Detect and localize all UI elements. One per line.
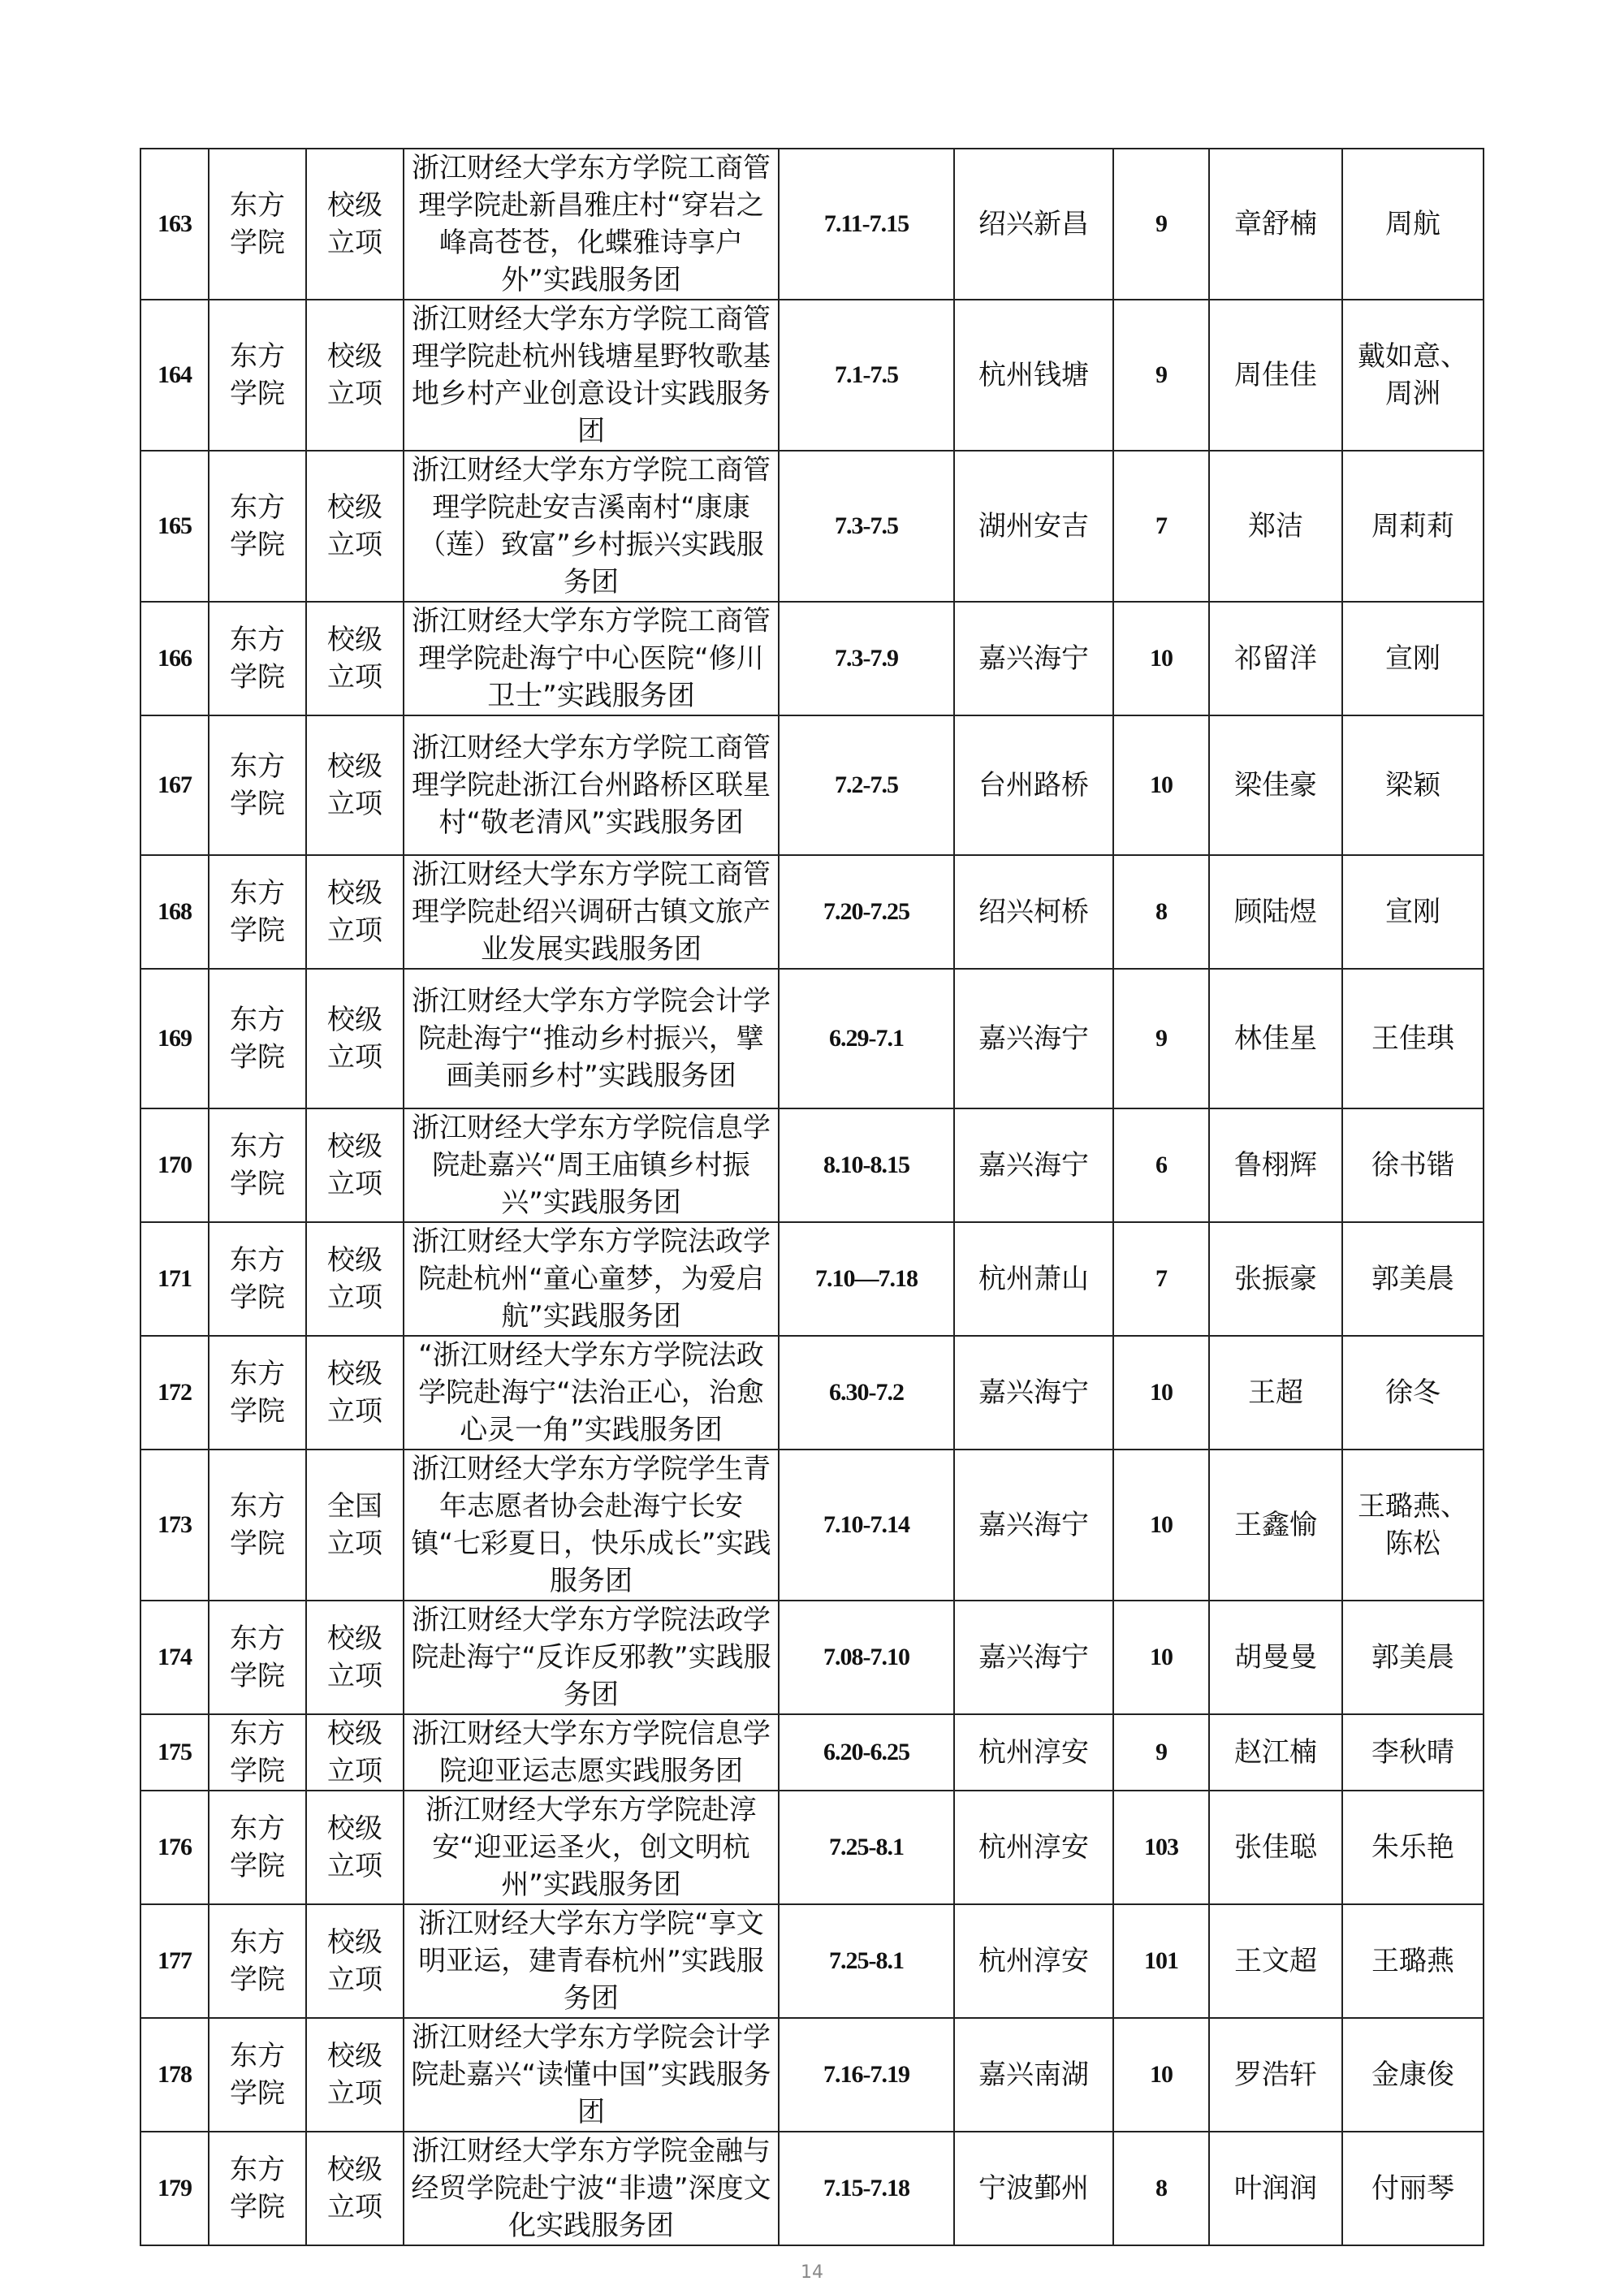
date-cell: 7.11-7.15: [779, 149, 954, 300]
school-cell: 东方 学院: [209, 1108, 306, 1222]
member-count-cell: 10: [1113, 1601, 1209, 1714]
location-cell: 嘉兴海宁: [954, 969, 1113, 1108]
table-row: [140, 300, 1484, 451]
row-number: 168: [140, 855, 209, 969]
level-cell: 校级 立项: [306, 1791, 404, 1904]
member-count-cell: 9: [1113, 300, 1209, 451]
school-cell: 东方 学院: [209, 1450, 306, 1601]
table-row: [140, 1450, 1484, 1601]
location-cell: 杭州淳安: [954, 1791, 1113, 1904]
member-count-cell: 9: [1113, 149, 1209, 300]
member-count-cell: 10: [1113, 602, 1209, 715]
date-cell: 7.25-8.1: [779, 1904, 954, 2018]
table-row: [140, 1904, 1484, 2018]
page-number: 14: [801, 2262, 823, 2283]
project-name-cell: “浙江财经大学东方学院法政学院赴海宁“法治正心，治愈心灵一角”实践服务团: [404, 1336, 779, 1450]
level-cell: 校级 立项: [306, 300, 404, 451]
member-count-cell: 8: [1113, 855, 1209, 969]
date-cell: 7.1-7.5: [779, 300, 954, 451]
member-count-cell: 10: [1113, 715, 1209, 855]
teacher-cell: 周莉莉: [1342, 451, 1484, 602]
teacher-cell: 郭美晨: [1342, 1222, 1484, 1336]
project-name-cell: 浙江财经大学东方学院“享文明亚运，建青春杭州”实践服务团: [404, 1904, 779, 2018]
level-cell: 全国 立项: [306, 1450, 404, 1601]
date-cell: 7.08-7.10: [779, 1601, 954, 1714]
school-cell: 东方 学院: [209, 149, 306, 300]
table-row: [140, 602, 1484, 715]
school-cell: 东方 学院: [209, 715, 306, 855]
teacher-cell: 朱乐艳: [1342, 1791, 1484, 1904]
location-cell: 嘉兴南湖: [954, 2018, 1113, 2132]
project-name-cell: 浙江财经大学东方学院法政学院赴杭州“童心童梦，为爱启航”实践服务团: [404, 1222, 779, 1336]
row-number: 176: [140, 1791, 209, 1904]
location-cell: 杭州淳安: [954, 1714, 1113, 1791]
project-name-cell: 浙江财经大学东方学院信息学院赴嘉兴“周王庙镇乡村振兴”实践服务团: [404, 1108, 779, 1222]
date-cell: 7.2-7.5: [779, 715, 954, 855]
row-number: 172: [140, 1336, 209, 1450]
teacher-cell: 王璐燕: [1342, 1904, 1484, 2018]
level-cell: 校级 立项: [306, 1714, 404, 1791]
project-name-cell: 浙江财经大学东方学院会计学院赴海宁“推动乡村振兴，擘画美丽乡村”实践服务团: [404, 969, 779, 1108]
table-row: [140, 855, 1484, 969]
row-number: 178: [140, 2018, 209, 2132]
row-number: 174: [140, 1601, 209, 1714]
location-cell: 宁波鄞州: [954, 2132, 1113, 2245]
member-count-cell: 101: [1113, 1904, 1209, 2018]
project-name-cell: 浙江财经大学东方学院工商管理学院赴杭州钱塘星野牧歌基地乡村产业创意设计实践服务团: [404, 300, 779, 451]
level-cell: 校级 立项: [306, 969, 404, 1108]
row-number: 175: [140, 1714, 209, 1791]
location-cell: 绍兴新昌: [954, 149, 1113, 300]
row-number: 163: [140, 149, 209, 300]
level-cell: 校级 立项: [306, 1108, 404, 1222]
location-cell: 杭州淳安: [954, 1904, 1113, 2018]
leader-cell: 周佳佳: [1209, 300, 1342, 451]
table-row: [140, 1714, 1484, 1791]
date-cell: 6.29-7.1: [779, 969, 954, 1108]
table-row: [140, 1791, 1484, 1904]
project-name-cell: 浙江财经大学东方学院赴淳安“迎亚运圣火，创文明杭州”实践服务团: [404, 1791, 779, 1904]
school-cell: 东方 学院: [209, 602, 306, 715]
level-cell: 校级 立项: [306, 149, 404, 300]
teacher-cell: 周航: [1342, 149, 1484, 300]
level-cell: 校级 立项: [306, 602, 404, 715]
project-name-cell: 浙江财经大学东方学院工商管理学院赴浙江台州路桥区联星村“敬老清风”实践服务团: [404, 715, 779, 855]
school-cell: 东方 学院: [209, 1714, 306, 1791]
location-cell: 台州路桥: [954, 715, 1113, 855]
table-row: [140, 969, 1484, 1108]
teacher-cell: 宣刚: [1342, 602, 1484, 715]
leader-cell: 叶润润: [1209, 2132, 1342, 2245]
project-name-cell: 浙江财经大学东方学院工商管理学院赴绍兴调研古镇文旅产业发展实践服务团: [404, 855, 779, 969]
leader-cell: 张振豪: [1209, 1222, 1342, 1336]
school-cell: 东方 学院: [209, 1791, 306, 1904]
project-name-cell: 浙江财经大学东方学院会计学院赴嘉兴“读懂中国”实践服务团: [404, 2018, 779, 2132]
member-count-cell: 10: [1113, 2018, 1209, 2132]
date-cell: 7.3-7.9: [779, 602, 954, 715]
leader-cell: 顾陆煜: [1209, 855, 1342, 969]
level-cell: 校级 立项: [306, 451, 404, 602]
teacher-cell: 徐书锴: [1342, 1108, 1484, 1222]
leader-cell: 祁留洋: [1209, 602, 1342, 715]
level-cell: 校级 立项: [306, 1904, 404, 2018]
date-cell: 7.25-8.1: [779, 1791, 954, 1904]
location-cell: 嘉兴海宁: [954, 1336, 1113, 1450]
school-cell: 东方 学院: [209, 1601, 306, 1714]
project-name-cell: 浙江财经大学东方学院信息学院迎亚运志愿实践服务团: [404, 1714, 779, 1791]
date-cell: 7.16-7.19: [779, 2018, 954, 2132]
teacher-cell: 宣刚: [1342, 855, 1484, 969]
member-count-cell: 9: [1113, 1714, 1209, 1791]
table-row: [140, 451, 1484, 602]
row-number: 179: [140, 2132, 209, 2245]
leader-cell: 郑洁: [1209, 451, 1342, 602]
project-name-cell: 浙江财经大学东方学院金融与经贸学院赴宁波“非遗”深度文化实践服务团: [404, 2132, 779, 2245]
school-cell: 东方 学院: [209, 451, 306, 602]
level-cell: 校级 立项: [306, 855, 404, 969]
level-cell: 校级 立项: [306, 1222, 404, 1336]
member-count-cell: 7: [1113, 1222, 1209, 1336]
project-table: [140, 148, 1484, 2246]
date-cell: 7.15-7.18: [779, 2132, 954, 2245]
member-count-cell: 8: [1113, 2132, 1209, 2245]
member-count-cell: 103: [1113, 1791, 1209, 1904]
leader-cell: 鲁栩辉: [1209, 1108, 1342, 1222]
date-cell: 7.20-7.25: [779, 855, 954, 969]
table-row: [140, 1336, 1484, 1450]
teacher-cell: 付丽琴: [1342, 2132, 1484, 2245]
date-cell: 7.10—7.18: [779, 1222, 954, 1336]
table-row: [140, 2018, 1484, 2132]
row-number: 166: [140, 602, 209, 715]
row-number: 177: [140, 1904, 209, 2018]
member-count-cell: 10: [1113, 1336, 1209, 1450]
location-cell: 杭州萧山: [954, 1222, 1113, 1336]
table-row: [140, 149, 1484, 300]
teacher-cell: 郭美晨: [1342, 1601, 1484, 1714]
school-cell: 东方 学院: [209, 855, 306, 969]
location-cell: 绍兴柯桥: [954, 855, 1113, 969]
location-cell: 湖州安吉: [954, 451, 1113, 602]
school-cell: 东方 学院: [209, 2018, 306, 2132]
member-count-cell: 6: [1113, 1108, 1209, 1222]
level-cell: 校级 立项: [306, 1601, 404, 1714]
table-row: [140, 2132, 1484, 2245]
school-cell: 东方 学院: [209, 969, 306, 1108]
level-cell: 校级 立项: [306, 2132, 404, 2245]
table-row: [140, 715, 1484, 855]
teacher-cell: 戴如意、 周洲: [1342, 300, 1484, 451]
row-number: 164: [140, 300, 209, 451]
project-name-cell: 浙江财经大学东方学院学生青年志愿者协会赴海宁长安镇“七彩夏日，快乐成长”实践服务团: [404, 1450, 779, 1601]
leader-cell: 章舒楠: [1209, 149, 1342, 300]
table-row: [140, 1222, 1484, 1336]
leader-cell: 胡曼曼: [1209, 1601, 1342, 1714]
leader-cell: 林佳星: [1209, 969, 1342, 1108]
date-cell: 8.10-8.15: [779, 1108, 954, 1222]
row-number: 165: [140, 451, 209, 602]
leader-cell: 王鑫愉: [1209, 1450, 1342, 1601]
project-name-cell: 浙江财经大学东方学院工商管理学院赴海宁中心医院“修川卫士”实践服务团: [404, 602, 779, 715]
table-row: [140, 1108, 1484, 1222]
school-cell: 东方 学院: [209, 2132, 306, 2245]
member-count-cell: 9: [1113, 969, 1209, 1108]
leader-cell: 王超: [1209, 1336, 1342, 1450]
level-cell: 校级 立项: [306, 1336, 404, 1450]
school-cell: 东方 学院: [209, 1222, 306, 1336]
leader-cell: 张佳聪: [1209, 1791, 1342, 1904]
row-number: 169: [140, 969, 209, 1108]
project-name-cell: 浙江财经大学东方学院工商管理学院赴新昌雅庄村“穿岩之峰高苍苍，化蝶雅诗享户外”实践服务团: [404, 149, 779, 300]
date-cell: 6.30-7.2: [779, 1336, 954, 1450]
location-cell: 嘉兴海宁: [954, 1450, 1113, 1601]
level-cell: 校级 立项: [306, 715, 404, 855]
member-count-cell: 10: [1113, 1450, 1209, 1601]
row-number: 173: [140, 1450, 209, 1601]
leader-cell: 梁佳豪: [1209, 715, 1342, 855]
project-name-cell: 浙江财经大学东方学院工商管理学院赴安吉溪南村“康康（莲）致富”乡村振兴实践服务团: [404, 451, 779, 602]
leader-cell: 赵江楠: [1209, 1714, 1342, 1791]
date-cell: 6.20-6.25: [779, 1714, 954, 1791]
teacher-cell: 梁颖: [1342, 715, 1484, 855]
row-number: 171: [140, 1222, 209, 1336]
teacher-cell: 李秋晴: [1342, 1714, 1484, 1791]
location-cell: 嘉兴海宁: [954, 1108, 1113, 1222]
location-cell: 嘉兴海宁: [954, 1601, 1113, 1714]
date-cell: 7.10-7.14: [779, 1450, 954, 1601]
school-cell: 东方 学院: [209, 300, 306, 451]
school-cell: 东方 学院: [209, 1904, 306, 2018]
project-name-cell: 浙江财经大学东方学院法政学院赴海宁“反诈反邪教”实践服务团: [404, 1601, 779, 1714]
table-row: [140, 1601, 1484, 1714]
row-number: 170: [140, 1108, 209, 1222]
teacher-cell: 王佳琪: [1342, 969, 1484, 1108]
leader-cell: 罗浩轩: [1209, 2018, 1342, 2132]
row-number: 167: [140, 715, 209, 855]
member-count-cell: 7: [1113, 451, 1209, 602]
teacher-cell: 徐冬: [1342, 1336, 1484, 1450]
leader-cell: 王文超: [1209, 1904, 1342, 2018]
teacher-cell: 王璐燕、 陈松: [1342, 1450, 1484, 1601]
level-cell: 校级 立项: [306, 2018, 404, 2132]
location-cell: 杭州钱塘: [954, 300, 1113, 451]
teacher-cell: 金康俊: [1342, 2018, 1484, 2132]
school-cell: 东方 学院: [209, 1336, 306, 1450]
date-cell: 7.3-7.5: [779, 451, 954, 602]
location-cell: 嘉兴海宁: [954, 602, 1113, 715]
